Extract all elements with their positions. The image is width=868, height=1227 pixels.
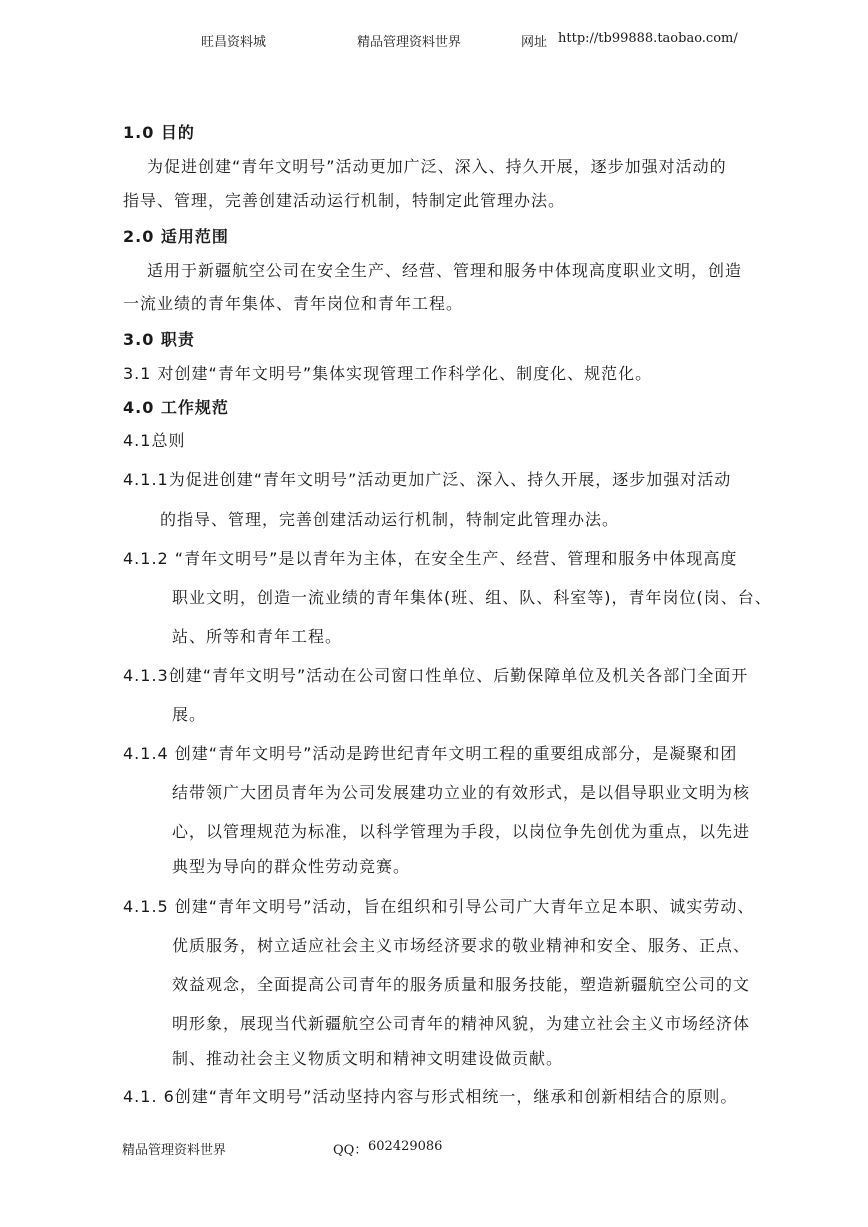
clause-line: 典型为导向的群众性劳动竞赛。 — [172, 857, 411, 876]
section-1-heading: 1.0 目的 — [123, 123, 195, 142]
clause-line: 4.1.1为促进创建“青年文明号”活动更加广泛、深入、持久开展，逐步加强对活动 — [123, 470, 732, 489]
paragraph-line: 指导、管理，完善创建活动运行机制，特制定此管理办法。 — [123, 191, 566, 210]
clause-line: 心，以管理规范为标准，以科学管理为手段，以岗位争先创优为重点，以先进 — [172, 822, 751, 841]
paragraph-line: 3.1 对创建“青年文明号”集体实现管理工作科学化、制度化、规范化。 — [123, 364, 653, 383]
header-shop-name: 旺昌资料城 — [201, 35, 267, 50]
clause-line: 4.1.4 创建“青年文明号”活动是跨世纪青年文明工程的重要组成部分，是凝聚和团 — [123, 744, 738, 763]
subsection-heading: 4.1总则 — [123, 431, 186, 450]
clause-line: 结带领广大团员青年为公司发展建功立业的有效形式，是以倡导职业文明为核 — [172, 783, 751, 802]
header-url-label: 网址 — [521, 35, 548, 50]
clause-line: 的指导、管理，完善创建活动运行机制，特制定此管理办法。 — [160, 510, 620, 529]
header-url-link[interactable]: http://tb99888.taobao.com/ — [558, 31, 738, 46]
clause-line: 优质服务，树立适应社会主义市场经济要求的敬业精神和安全、服务、正点、 — [172, 936, 751, 955]
section-4-heading: 4.0 工作规范 — [123, 398, 229, 417]
clause-line: 4.1. 6创建“青年文明号”活动坚持内容与形式相统一，继承和创新相结合的原则。 — [123, 1087, 738, 1106]
clause-line: 明形象，展现当代新疆航空公司青年的精神风貌，为建立社会主义市场经济体 — [172, 1014, 751, 1033]
clause-line: 职业文明，创造一流业绩的青年集体(班、组、队、科室等)，青年岗位(岗、台、 — [172, 588, 772, 607]
section-2-heading: 2.0 适用范围 — [123, 227, 229, 246]
clause-line: 效益观念，全面提高公司青年的服务质量和服务技能，塑造新疆航空公司的文 — [172, 975, 751, 994]
footer-qq-number: 602429086 — [368, 1139, 443, 1154]
paragraph-line: 为促进创建“青年文明号”活动更加广泛、深入、持久开展，逐步加强对活动的 — [147, 157, 727, 176]
paragraph-line: 一流业绩的青年集体、青年岗位和青年工程。 — [123, 294, 464, 313]
section-3-heading: 3.0 职责 — [123, 330, 195, 349]
clause-line: 4.1.3创建“青年文明号”活动在公司窗口性单位、后勤保障单位及机关各部门全面开 — [123, 666, 749, 685]
footer-qq-label: QQ： — [333, 1143, 368, 1158]
clause-line: 展。 — [172, 705, 207, 724]
footer-site-name: 精品管理资料世界 — [122, 1143, 227, 1158]
clause-line: 4.1.5 创建“青年文明号”活动，旨在组织和引导公司广大青年立足本职、诚实劳动、 — [123, 897, 755, 916]
header-site-name: 精品管理资料世界 — [357, 35, 462, 50]
clause-line: 制、推动社会主义物质文明和精神文明建设做贡献。 — [172, 1049, 564, 1068]
clause-line: 站、所等和青年工程。 — [172, 627, 343, 646]
clause-line: 4.1.2 “青年文明号”是以青年为主体，在安全生产、经营、管理和服务中体现高度 — [123, 549, 738, 568]
paragraph-line: 适用于新疆航空公司在安全生产、经营、管理和服务中体现高度职业文明，创造 — [147, 261, 743, 280]
